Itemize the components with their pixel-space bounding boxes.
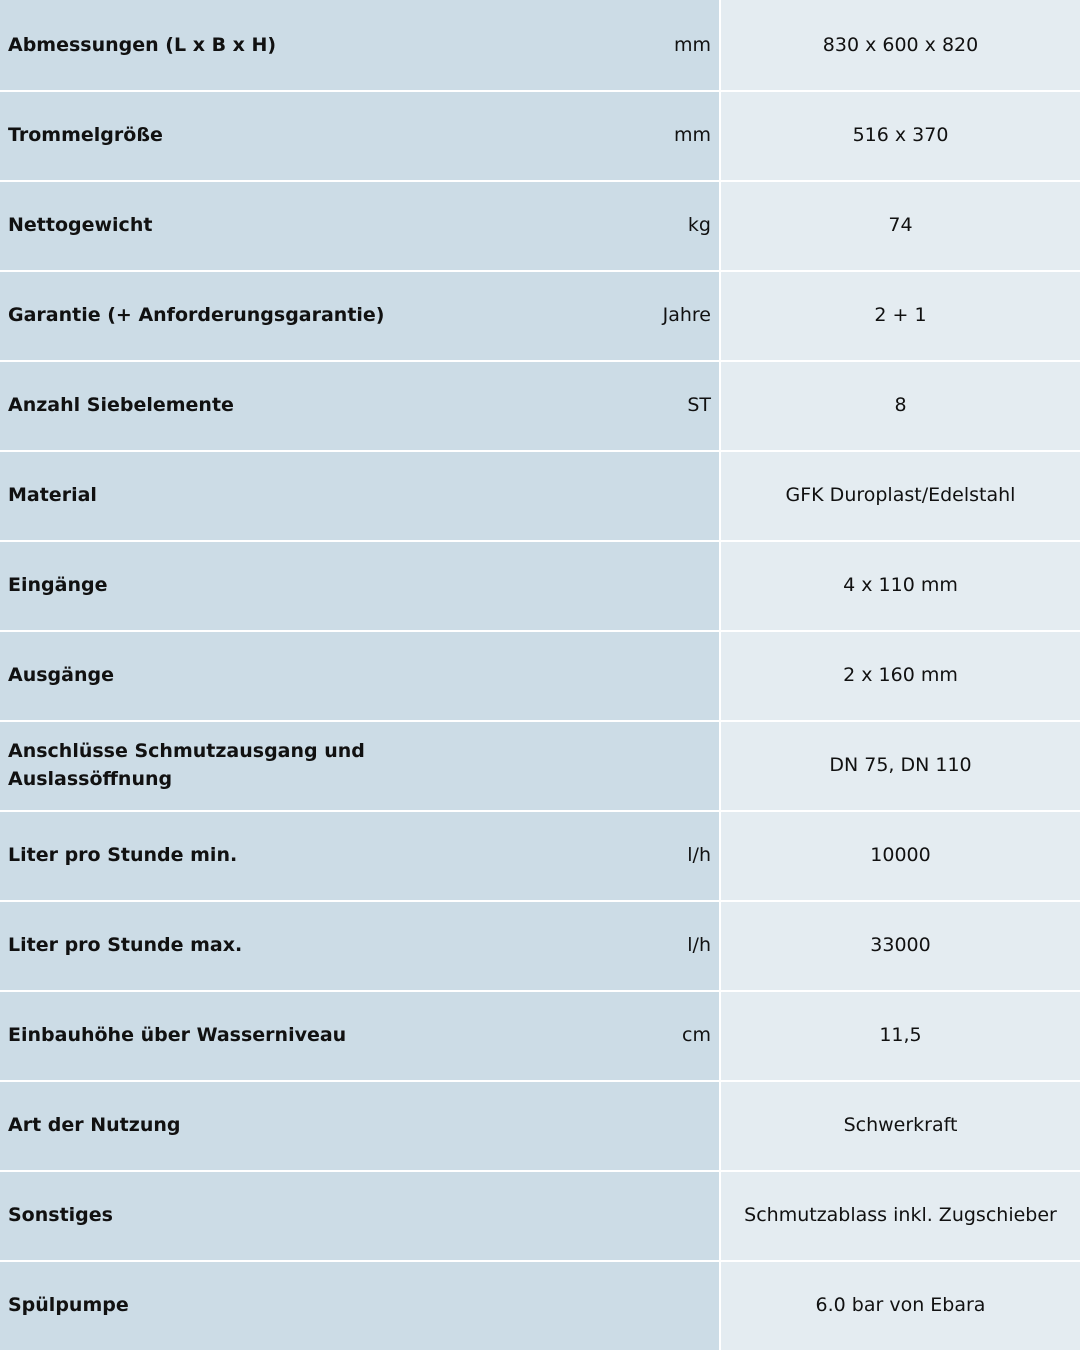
spec-label: Anzahl Siebelemente (8, 394, 234, 416)
spec-value: Schmutzablass inkl. Zugschieber (744, 1204, 1057, 1226)
spec-value: 33000 (870, 934, 931, 956)
table-row (0, 180, 1080, 270)
label-cell (0, 810, 719, 900)
label-cell (0, 900, 719, 990)
spec-value: 8 (894, 394, 907, 416)
spec-label: Trommelgröße (8, 124, 163, 146)
spec-unit: Jahre (662, 304, 711, 326)
spec-label: Art der Nutzung (8, 1114, 181, 1136)
table-row (0, 360, 1080, 450)
spec-label: Eingänge (8, 574, 108, 596)
table-row (0, 1170, 1080, 1260)
table-row (0, 1260, 1080, 1350)
spec-value: 516 x 370 (852, 124, 949, 146)
value-cell (721, 990, 1080, 1080)
label-cell (0, 450, 719, 540)
table-row (0, 810, 1080, 900)
value-cell (721, 270, 1080, 360)
label-cell (0, 540, 719, 630)
table-row (0, 900, 1080, 990)
label-cell (0, 180, 719, 270)
table-row (0, 630, 1080, 720)
spec-value: 2 x 160 mm (843, 664, 958, 686)
spec-label: Ausgänge (8, 664, 114, 686)
label-cell (0, 90, 719, 180)
value-cell (721, 180, 1080, 270)
table-row (0, 990, 1080, 1080)
value-cell (721, 0, 1080, 90)
value-cell (721, 1170, 1080, 1260)
label-cell (0, 270, 719, 360)
spec-label: Einbauhöhe über Wasserniveau (8, 1024, 347, 1046)
value-cell (721, 90, 1080, 180)
value-cell (721, 540, 1080, 630)
spec-unit: cm (682, 1024, 711, 1046)
value-cell (721, 450, 1080, 540)
table-row (0, 90, 1080, 180)
spec-label: Liter pro Stunde min. (8, 844, 238, 866)
value-cell (721, 1260, 1080, 1350)
value-cell (721, 1080, 1080, 1170)
spec-label: Nettogewicht (8, 214, 153, 236)
value-cell (721, 720, 1080, 810)
spec-value: 6.0 bar von Ebara (815, 1294, 986, 1316)
spec-unit: l/h (687, 934, 711, 956)
spec-value: 2 + 1 (874, 304, 927, 326)
table-row (0, 450, 1080, 540)
spec-value: 11,5 (879, 1024, 922, 1046)
label-cell (0, 1170, 719, 1260)
spec-unit: mm (673, 34, 711, 56)
spec-value: Schwerkraft (843, 1114, 958, 1136)
label-cell (0, 630, 719, 720)
label-cell (0, 0, 719, 90)
spec-value: DN 75, DN 110 (829, 754, 972, 776)
spec-label: Garantie (+ Anforderungsgarantie) (8, 304, 385, 326)
spec-unit: ST (687, 394, 711, 416)
spec-label: Anschlüsse Schmutzausgang und Auslassöffnung (8, 740, 365, 790)
table-row (0, 540, 1080, 630)
spec-label: Abmessungen (L x B x H) (8, 34, 277, 56)
value-cell (721, 810, 1080, 900)
spec-label: Material (8, 484, 97, 506)
table-row (0, 270, 1080, 360)
value-cell (721, 900, 1080, 990)
value-cell (721, 360, 1080, 450)
spec-label: Spülpumpe (8, 1294, 129, 1316)
table-row (0, 1080, 1080, 1170)
spec-unit: kg (687, 214, 711, 236)
spec-value: 10000 (870, 844, 931, 866)
value-cell (721, 630, 1080, 720)
label-cell (0, 990, 719, 1080)
spec-unit: l/h (687, 844, 711, 866)
table-row (0, 0, 1080, 90)
table-row (0, 720, 1080, 810)
label-cell (0, 720, 719, 810)
label-cell (0, 360, 719, 450)
spec-value: GFK Duroplast/Edelstahl (785, 484, 1016, 506)
label-cell (0, 1080, 719, 1170)
spec-label: Liter pro Stunde max. (8, 934, 243, 956)
spec-value: 74 (888, 214, 913, 236)
spec-value: 4 x 110 mm (843, 574, 958, 596)
spec-value: 830 x 600 x 820 (822, 34, 979, 56)
label-cell (0, 1260, 719, 1350)
spec-label: Sonstiges (8, 1204, 113, 1226)
spec-unit: mm (673, 124, 711, 146)
